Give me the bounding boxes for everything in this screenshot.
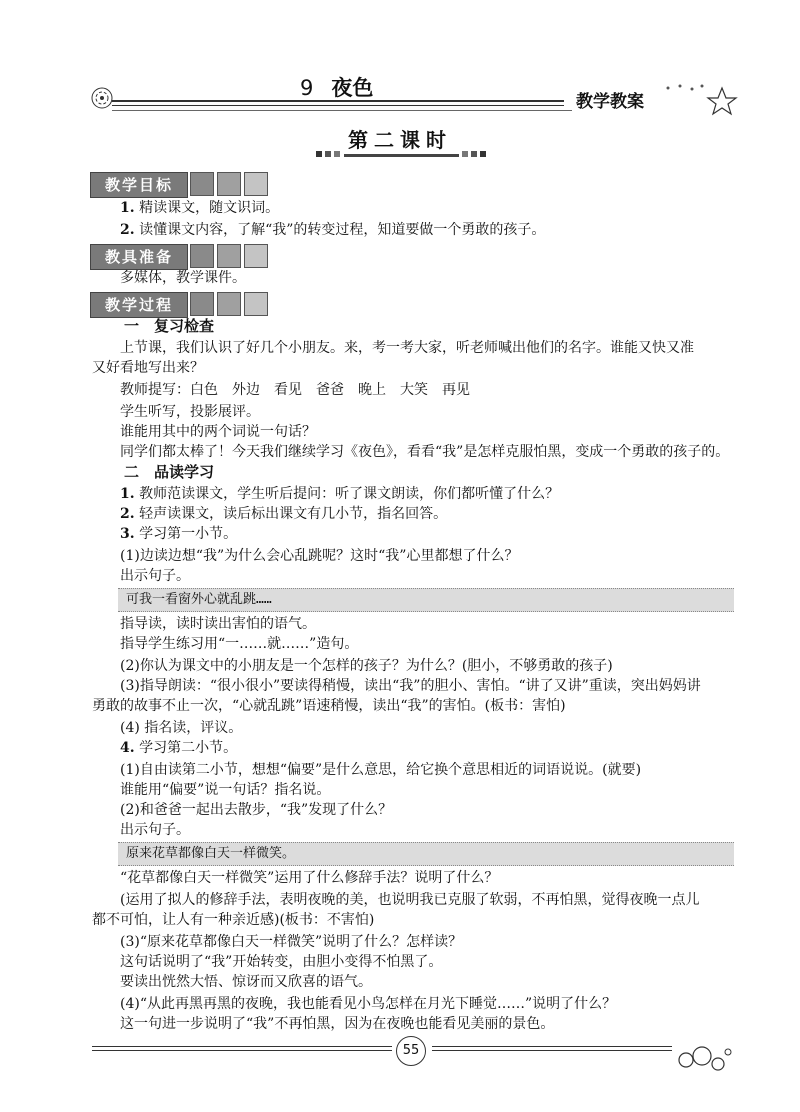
paragraph-line: (运用了拟人的修辞手法，表明夜晚的美，也说明我已克服了软弱，不再怕黑，觉得夜晚一点儿 — [120, 892, 700, 908]
header-rule — [112, 105, 564, 106]
paragraph-line: 要读出恍然大悟、惊讶而又欣喜的语气。 — [120, 974, 372, 990]
quote-text: 可我一看窗外心就乱跳…… — [126, 592, 272, 607]
paragraph-line: 这一句进一步说明了“我”不再怕黑，因为在夜晚也能看见美丽的景色。 — [120, 1016, 555, 1032]
footer-rule — [92, 1050, 392, 1051]
paragraph-line: (2)和爸爸一起出去散步，“我”发现了什么？ — [120, 802, 393, 818]
footer-rule — [92, 1046, 392, 1047]
step-line: 2. 轻声读课文，读后标出课文有几小节，指名回答。 — [120, 506, 448, 522]
paragraph-line: 勇敢的故事不止一次，“心就乱跳”语速稍慢，读出“我”的害怕。(板书：害怕) — [92, 698, 566, 714]
bubbles-decoration-icon — [676, 1044, 736, 1080]
section-tag-materials: 教具准备 — [90, 244, 188, 270]
paragraph-line: 都不可怕，让人有一种亲近感)(板书：不害怕) — [92, 912, 375, 928]
paragraph-line: 出示句子。 — [120, 822, 190, 838]
paragraph-line: 出示句子。 — [120, 568, 190, 584]
paragraph-line: 谁能用“偏要”说一句话？指名说。 — [120, 782, 331, 798]
part-title: 一 复习检查 — [124, 317, 215, 335]
quote-box — [118, 588, 734, 612]
paragraph-line: 谁能用其中的两个词说一句话？ — [120, 424, 316, 440]
page-number: 55 — [396, 1036, 426, 1066]
lesson-title: 夜色 — [331, 76, 374, 100]
quote-text: 原来花草都像白天一样微笑。 — [126, 846, 296, 861]
paragraph-line: (2)你认为课文中的小朋友是一个怎样的孩子？为什么？(胆小，不够勇敢的孩子) — [120, 658, 613, 674]
objective-item: 2. 读懂课文内容，了解“我”的转变过程，知道要做一个勇敢的孩子。 — [120, 222, 546, 238]
paragraph-line: 指导读，读时读出害怕的语气。 — [120, 616, 316, 632]
paragraph-line: (4)“从此再黑再黑的夜晚，我也能看见小鸟怎样在月光下睡觉……”说明了什么？ — [120, 996, 617, 1012]
step-line: 1. 教师范读课文，学生听后提问：听了课文朗读，你们都听懂了什么？ — [120, 486, 560, 502]
spiral-decoration-icon — [90, 84, 114, 114]
quote-box — [118, 842, 734, 866]
part-title: 二 品读学习 — [124, 463, 215, 481]
paragraph-line: 教师提写：白色 外边 看见 爸爸 晚上 大笑 再见 — [120, 382, 470, 398]
paragraph-line: (4) 指名读，评议。 — [120, 720, 243, 736]
objective-item: 1. 精读课文，随文识词。 — [120, 200, 280, 216]
lesson-number: 9 — [300, 76, 314, 100]
paragraph-line: 指导学生练习用“一……就……”造句。 — [120, 636, 359, 652]
step-line: 3. 学习第一小节。 — [120, 526, 238, 542]
tag-decoration — [190, 172, 271, 200]
materials-text: 多媒体，教学课件。 — [120, 270, 246, 286]
paragraph-line: (1)自由读第二小节，想想“偏要”是什么意思，给它换个意思相近的词语说说。(就要) — [120, 762, 642, 778]
paragraph-line: 上节课，我们认识了好几个小朋友。来，考一考大家，听老师喊出他们的名字。谁能又快又准 — [120, 340, 694, 356]
footer-rule — [432, 1046, 672, 1047]
paragraph-line: (3)指导朗读：“很小很小”要读得稍慢，读出“我”的胆小、害怕。“讲了又讲”重读，突出妈妈讲 — [120, 678, 701, 694]
star-decoration-icon — [660, 80, 740, 116]
title-underline-decoration — [316, 148, 486, 162]
paragraph-line: (3)“原来花草都像白天一样微笑”说明了什么？怎样读？ — [120, 934, 463, 950]
step-line: 4. 学习第二小节。 — [120, 740, 238, 756]
section-tag-process: 教学过程 — [90, 292, 188, 318]
paragraph-line: 学生听写，投影展评。 — [120, 404, 260, 420]
paragraph-line: (1)边读边想“我”为什么会心乱跳呢？这时“我”心里都想了什么？ — [120, 548, 519, 564]
lesson-heading — [300, 72, 520, 102]
lesson-period-title: 第二课时 — [348, 128, 452, 152]
book-label: 教学教案 — [576, 92, 644, 112]
paragraph-line: 这句话说明了“我”开始转变，由胆小变得不怕黑了。 — [120, 954, 443, 970]
header-rule — [112, 110, 572, 111]
footer-rule — [432, 1050, 672, 1051]
paragraph-line: “花草都像白天一样微笑”运用了什么修辞手法？说明了什么？ — [120, 870, 499, 886]
paragraph-line: 又好看地写出来？ — [92, 360, 204, 376]
section-tag-objectives: 教学目标 — [90, 172, 188, 198]
paragraph-line: 同学们都太棒了！今天我们继续学习《夜色》，看看“我”是怎样克服怕黑，变成一个勇敢的孩子的。 — [120, 444, 730, 460]
